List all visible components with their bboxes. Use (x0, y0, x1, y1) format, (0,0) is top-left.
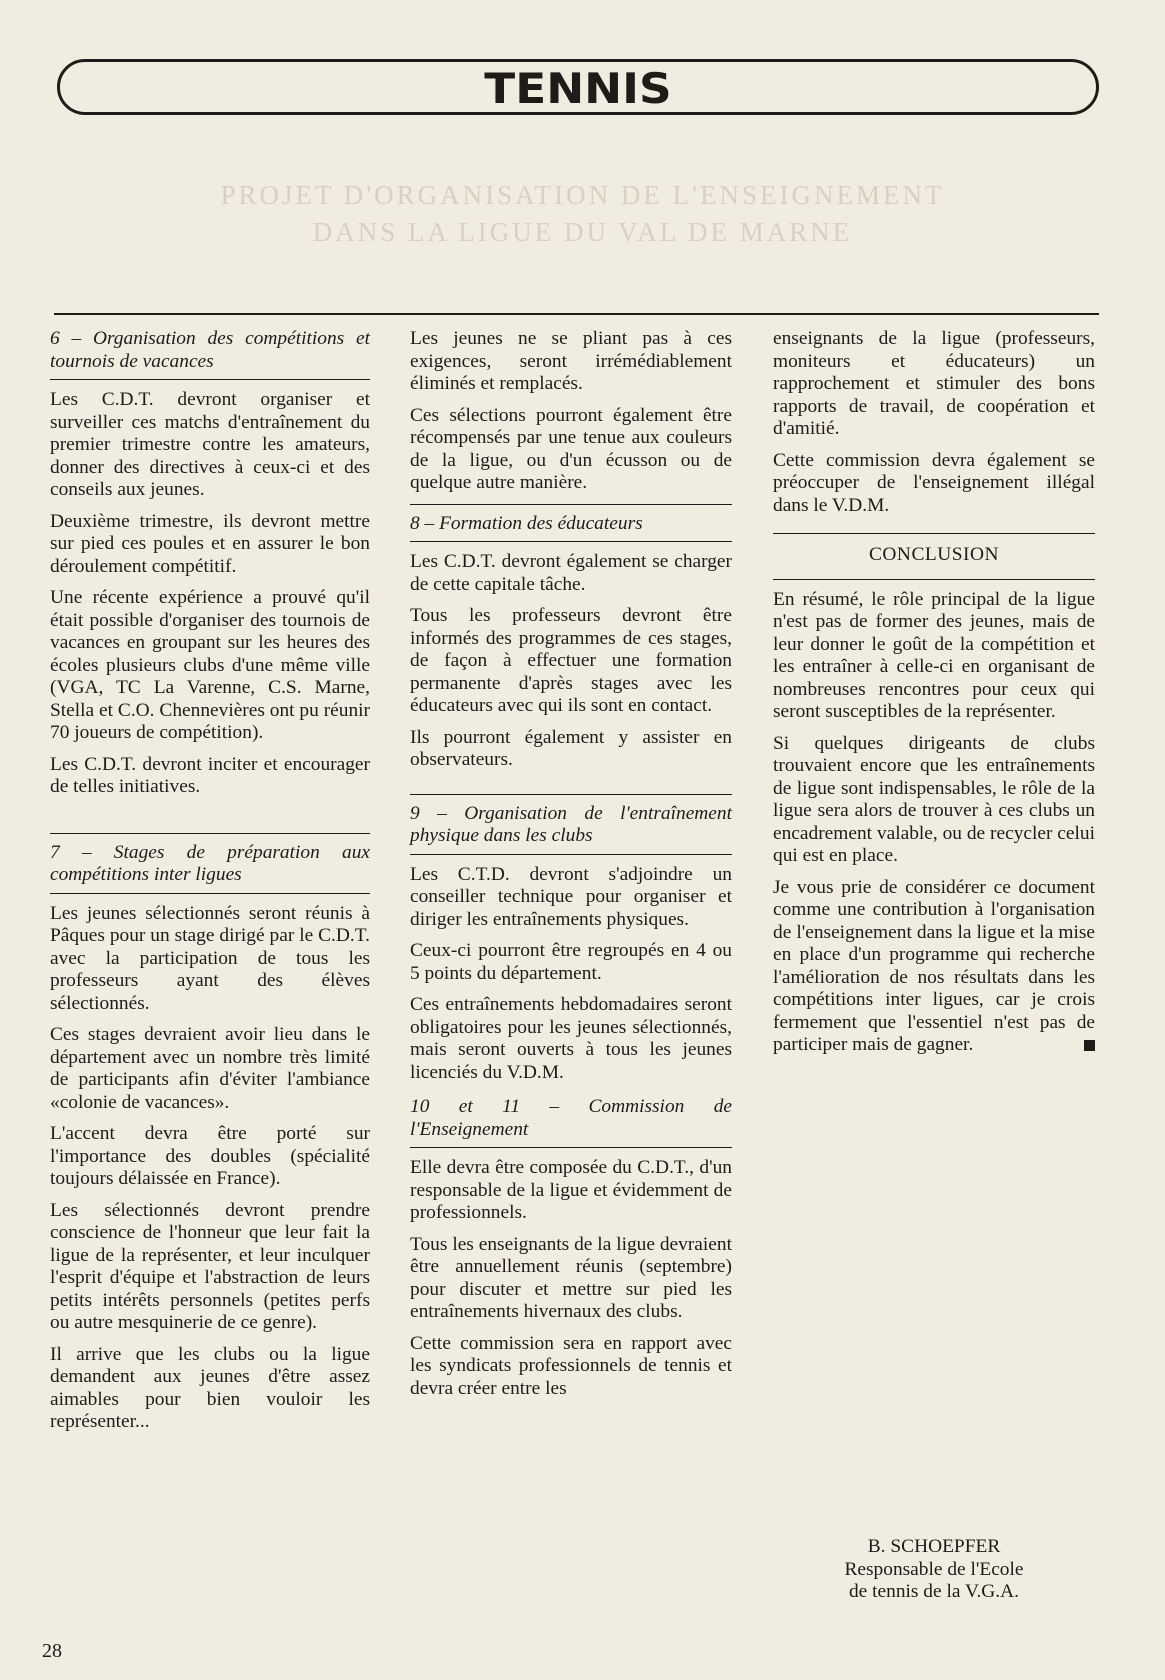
ghost-heading-line2: DANS LA LIGUE DU VAL DE MARNE (312, 217, 853, 247)
paragraph: Les C.D.T. devront également se charger de cette capitale tâche. (410, 551, 732, 595)
section-7-title: 7 – Stages de préparation aux compétitions inter ligues (50, 842, 370, 894)
section-9-title: 9 – Organisation de l'entraînement physique dans les clubs (410, 803, 732, 855)
paragraph: Il arrive que les clubs ou la ligue demandent aux jeunes d'être assez aimables pour bien vouloir les représenter... (50, 1343, 370, 1432)
paragraph: Elle devra être composée du C.D.T., d'un responsable de la ligue et évidemment de professionnels. (410, 1157, 732, 1223)
paragraph: Tous les enseignants de la ligue devraient être annuellement réunis (septembre) pour discuter et mettre sur pied les entraînements hivernaux des clubs. (410, 1233, 732, 1322)
paragraph: Cette commission sera en rapport avec les syndicats professionnels de tennis et devra créer entre les (410, 1332, 732, 1399)
paragraph: Cette commission devra également se préoccuper de l'enseignement illégal dans le V.D.M. (773, 449, 1095, 516)
ghost-heading-line1: PROJET D'ORGANISATION DE L'ENSEIGNEMENT (220, 180, 945, 210)
paragraph: Ces sélections pourront également être récompensés par une tenue aux couleurs de la ligue, ou d'un écusson ou de quelque autre manière. (410, 404, 732, 493)
author-name: B. SCHOEPFER (867, 1536, 1001, 1557)
paragraph-final (773, 877, 1095, 1057)
end-mark-square-icon (1084, 1040, 1095, 1051)
section-10-11-title: 10 et 11 – Commission de l'Enseignement (410, 1096, 732, 1148)
author-role-line2: de tennis de la V.G.A. (848, 1581, 1019, 1602)
author-role-line1: Responsable de l'Ecole (844, 1558, 1024, 1580)
paragraph: Tous les professeurs devront être informés des programmes de ces stages, de façon à effectuer une formation permanente d'après stages avec les éducateurs avec qui ils sont en contact. (410, 605, 732, 716)
paragraph: Les jeunes sélectionnés seront réunis à Pâques pour un stage dirigé par le C.D.T. avec la participation de tous les professeurs ayant des élèves sélectionnés. (50, 902, 370, 1014)
paragraph: Ceux-ci pourront être regroupés en 4 ou 5 points du département. (410, 940, 732, 984)
paragraph: Les C.T.D. devront s'adjoindre un conseiller technique pour organiser et diriger les entraînements physiques. (410, 863, 732, 930)
paragraph: Ces entraînements hebdomadaires seront obligatoires pour les jeunes sélectionnés, mais seront ouverts à tous les jeunes licenciés du V.D.M. (410, 994, 732, 1083)
header-banner (57, 59, 1099, 115)
column-1 (50, 328, 370, 1443)
top-rule (54, 313, 1099, 315)
column-2 (410, 328, 732, 1409)
page-number: 28 (42, 1640, 62, 1662)
paragraph: Les C.D.T. devront organiser et surveiller ces matchs d'entraînement du premier trimestre contre les amateurs, donner des directives à ceux-ci et des conseils aux jeunes. (50, 389, 370, 500)
page-title: TENNIS (484, 64, 672, 113)
paragraph: Ils pourront également y assister en observateurs. (410, 726, 732, 770)
paragraph: enseignants de la ligue (professeurs, moniteurs et éducateurs) un rapprochement et stimuler des bons rapports de travail, de coopération et d'amitié. (773, 328, 1095, 439)
column-3 (773, 328, 1095, 1066)
paragraph-final-text: Je vous prie de considérer ce document comme une contribution à l'organisation de l'enseignement dans la ligue et la mise en place d'un programme qui recherche l'amélioration de nos résultats dans les compétitions inter ligues, car je crois fermement que l'essentiel n'est pas de participer mais de gagner. (773, 876, 1095, 1055)
section-8-title: 8 – Formation des éducateurs (410, 513, 732, 543)
paragraph: En résumé, le rôle principal de la ligue n'est pas de former des jeunes, mais de leur donner le goût de la compétition et les entraîner à celle-ci en organisant de nombreuses rencontres pour ceux qui seront susceptibles de la représenter. (773, 588, 1095, 722)
paragraph: Les sélectionnés devront prendre conscience de l'honneur que leur fait la ligue de la représenter, et leur inculquer l'esprit d'équipe et l'abstraction de leurs petits intérêts personnels (petites perfs ou autre mesquinerie de ce genre). (50, 1199, 370, 1333)
section-6-title: 6 – Organisation des compétitions et tournois de vacances (50, 328, 370, 380)
signature-block (773, 1536, 1095, 1604)
paragraph: Deuxième trimestre, ils devront mettre sur pied ces poules et en assurer le bon déroulement compétitif. (50, 510, 370, 577)
paragraph: Une récente expérience a prouvé qu'il était possible d'organiser des tournois de vacances en groupant sur les heures des écoles plusieurs clubs d'une même ville (VGA, TC La Varenne, C.S. Marne, Stella et C.O. Chennevières ont pu réunir 70 joueurs de compétition). (50, 587, 370, 743)
conclusion-title: CONCLUSION (773, 533, 1095, 580)
paragraph: Si quelques dirigeants de clubs trouvaient encore que les entraînements de ligue sont indispensables, le rôle de la ligue sera alors de trouver à ces clubs un encadrement valable, ou de recycler celui qui est en place. (773, 732, 1095, 866)
paragraph: L'accent devra être porté sur l'importance des doubles (spécialité toujours délaissée en France). (50, 1123, 370, 1189)
paragraph: Les jeunes ne se pliant pas à ces exigences, seront irrémédiablement éliminés et remplacés. (410, 328, 732, 394)
paragraph: Les C.D.T. devront inciter et encourager de telles initiatives. (50, 753, 370, 797)
paragraph: Ces stages devraient avoir lieu dans le département avec un nombre très limité de participants afin d'éviter l'ambiance «colonie de vacances». (50, 1024, 370, 1113)
